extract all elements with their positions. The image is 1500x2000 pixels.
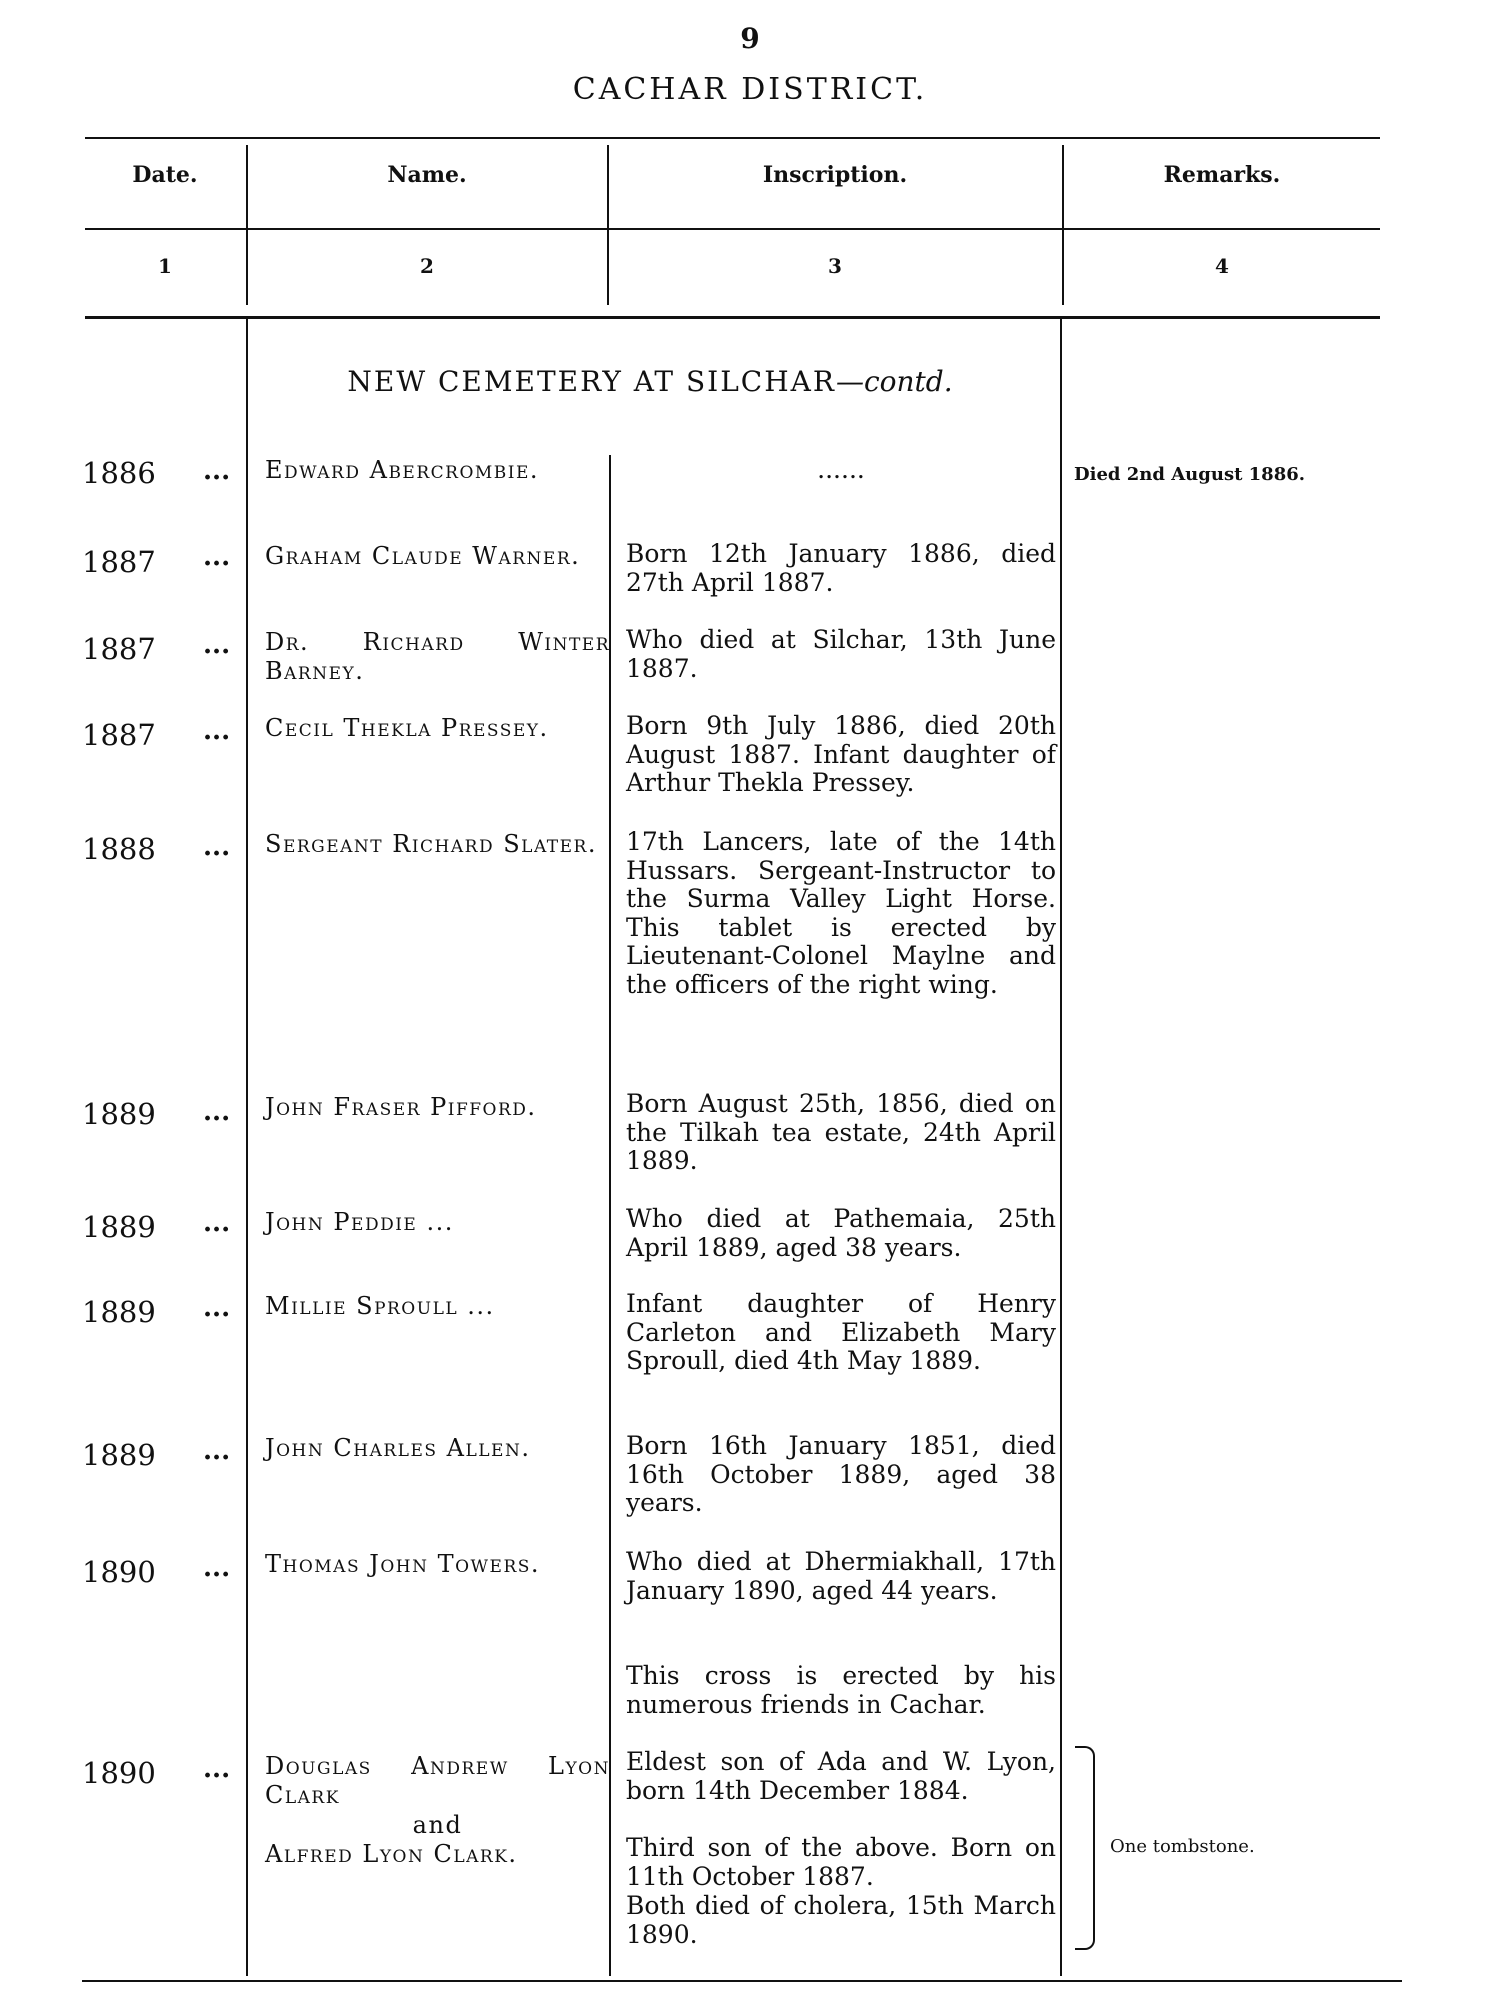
entry-dots: ... [203, 542, 231, 572]
table-bottom-rule [82, 1980, 1402, 1982]
entry-dots: ... [203, 1293, 231, 1323]
entry-inscription-extra: This cross is erected by his numerous friends in Cachar. [626, 1661, 1056, 1719]
district-title: CACHAR DISTRICT. [572, 72, 928, 107]
entry-dots: ... [203, 1097, 231, 1127]
column-number-3: 3 [828, 254, 842, 278]
entry-dots: ... [203, 832, 231, 862]
entry-name-and: and [412, 1811, 463, 1839]
entry-date: 1887 [82, 545, 156, 579]
entry-name: John Peddie ... [265, 1208, 454, 1236]
entry-dots: ... [203, 1553, 231, 1583]
entry-dots: ... [203, 1208, 231, 1238]
entry-dots: ... [203, 1754, 231, 1784]
header-bottom-rule [85, 316, 1380, 319]
entry-inscription: Infant daughter of Henry Carleton and Elizabeth Mary Sproull, died 4th May 1889. [626, 1289, 1056, 1375]
entry-date: 1889 [82, 1097, 156, 1131]
entry-remarks: Died 2nd August 1886. [1074, 464, 1306, 485]
entry-inscription: Eldest son of Ada and W. Lyon, born 14th December 1884. [626, 1747, 1056, 1805]
entry-dots: ... [203, 456, 231, 486]
entry-inscription: Who died at Silchar, 13th June 1887. [626, 625, 1056, 683]
body-col-divider [1060, 316, 1062, 1976]
entry-inscription: Who died at Pathemaia, 25th April 1889, aged 38 years. [626, 1204, 1056, 1262]
entry-name: Graham Claude Warner. [265, 542, 581, 570]
section-heading [250, 365, 1050, 398]
entry-dots: ... [203, 716, 231, 746]
entry-date: 1887 [82, 718, 156, 752]
table-top-rule [85, 137, 1380, 139]
entry-date: 1889 [82, 1295, 156, 1329]
column-heading-name: Name. [387, 162, 467, 188]
entry-dots: ... [203, 630, 231, 660]
column-number-2: 2 [420, 254, 434, 278]
entry-name: Sergeant Richard Slater. [265, 830, 597, 858]
entry-date: 1890 [82, 1555, 156, 1589]
entry-name: John Fraser Pifford. [265, 1093, 537, 1121]
entry-name: Douglas Andrew Lyon Clark [265, 1752, 610, 1809]
entry-name-second: Alfred Lyon Clark. [265, 1840, 518, 1868]
entry-date: 1889 [82, 1210, 156, 1244]
column-number-4: 4 [1215, 254, 1229, 278]
entry-inscription: Born 12th January 1886, died 27th April 1887. [626, 539, 1056, 597]
entry-inscription-extra: Third son of the above. Born on 11th October 1887. [626, 1833, 1056, 1891]
column-heading-remarks: Remarks. [1163, 162, 1281, 188]
curly-brace [1075, 1746, 1095, 1950]
entry-inscription: ...... [817, 455, 865, 484]
entry-dots: ... [203, 1436, 231, 1466]
column-number-1: 1 [158, 254, 172, 278]
entry-inscription: Who died at Dhermiakhall, 17th January 1890, aged 44 years. [626, 1547, 1056, 1605]
column-heading-inscription: Inscription. [762, 162, 908, 188]
entry-inscription: Born August 25th, 1856, died on the Tilkah tea estate, 24th April 1889. [626, 1089, 1056, 1175]
entry-date: 1890 [82, 1756, 156, 1790]
entry-date: 1889 [82, 1438, 156, 1472]
entry-date: 1888 [82, 832, 156, 866]
section-title: NEW CEMETERY AT SILCHAR [347, 365, 836, 398]
entry-name: Cecil Thekla Pressey. [265, 714, 549, 742]
entry-name: John Charles Allen. [265, 1434, 531, 1462]
entry-inscription: Born 16th January 1851, died 16th October 1889, aged 38 years. [626, 1431, 1056, 1517]
entry-inscription: Born 9th July 1886, died 20th August 1887. Infant daughter of Arthur Thekla Pressey. [626, 711, 1056, 797]
entry-date: 1886 [82, 456, 156, 490]
entry-name: Dr. Richard Winter Barney. [265, 628, 610, 685]
entry-name: Thomas John Towers. [265, 1550, 541, 1578]
column-heading-date: Date. [132, 162, 198, 188]
header-divider-rule [85, 228, 1380, 230]
page-number: 9 [740, 22, 760, 55]
section-suffix: —contd. [835, 365, 953, 398]
entry-remarks: One tombstone. [1110, 1836, 1255, 1857]
entry-inscription-extra: Both died of cholera, 15th March 1890. [626, 1891, 1056, 1949]
body-col-divider [246, 316, 248, 1976]
entry-inscription: 17th Lancers, late of the 14th Hussars. Sergeant-Instructor to the Surma Valley Light Horse. This tablet is erected by Lieutenant-Colonel Maylne and the officers of the right wing. [626, 827, 1056, 999]
entry-name: Edward Abercrombie. [265, 456, 540, 484]
entry-date: 1887 [82, 632, 156, 666]
entry-name: Millie Sproull ... [265, 1292, 495, 1320]
